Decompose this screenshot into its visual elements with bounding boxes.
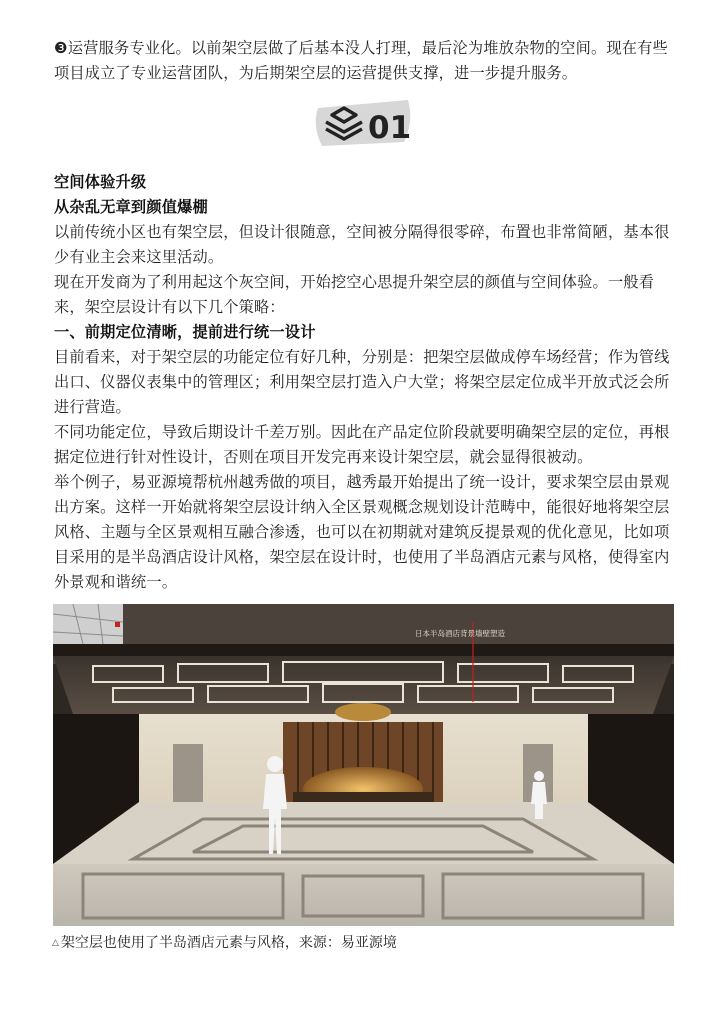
intro-paragraph bbox=[54, 36, 674, 86]
paragraph-5: 举个例子，易亚源境帮杭州越秀做的项目，越秀最开始提出了统一设计，要求架空层由景观出方案。这样一开始就将架空层设计纳入全区景观概念规划设计范畴中，能很好地将架空层风格、主题与全区景观相互融合渗透，也可以在初期就对建筑反提景观的优化意见，比如项目采用的是半岛酒店设计风格，架空层在设计时，也使用了半岛酒店元素与风格，使得室内外景观和谐统一。 bbox=[54, 473, 670, 591]
caption-triangle-icon: △ bbox=[52, 938, 59, 948]
architecture-render bbox=[53, 604, 674, 926]
section-number-badge bbox=[312, 98, 416, 148]
list-marker: ❸ bbox=[54, 39, 68, 57]
intro-text: 运营服务专业化。以前架空层做了后基本没人打理，最后沦为堆放杂物的空间。现在有些项目成立了专业运营团队，为后期架空层的运营提供支撑，进一步提升服务。 bbox=[54, 39, 668, 82]
paragraph-4: 不同功能定位，导致后期设计千差万别。因此在产品定位阶段就要明确架空层的定位，再根据定位进行针对性设计，否则在项目开发完再来设计架空层，就会显得很被动。 bbox=[54, 423, 670, 466]
paragraph-2: 现在开发商为了利用起这个灰空间，开始挖空心思提升架空层的颜值与空间体验。一般看来，架空层设计有以下几个策略： bbox=[54, 273, 655, 316]
caption-text: 架空层也使用了半岛酒店元素与风格，来源：易亚源境 bbox=[60, 935, 397, 951]
section-title: 空间体验升级 bbox=[54, 173, 147, 191]
paragraph-3: 目前看来，对于架空层的功能定位有好几种，分别是：把架空层做成停车场经营；作为管线出口、仪器仪表集中的管理区；利用架空层打造入户大堂；将架空层定位成半开放式泛会所进行营造。 bbox=[54, 348, 670, 416]
strategy-heading: 一、前期定位清晰，提前进行统一设计 bbox=[54, 323, 316, 341]
paragraph-1: 以前传统小区也有架空层，但设计很随意，空间被分隔得很零碎，布置也非常简陋，基本很少有业主会来这里活动。 bbox=[54, 223, 670, 266]
section-subtitle: 从杂乱无章到颜值爆棚 bbox=[54, 198, 208, 216]
section-number: 01 bbox=[368, 110, 412, 146]
figure-caption bbox=[52, 932, 397, 954]
lobby-render-drawing bbox=[53, 604, 674, 926]
render-annotation: 日本半岛酒店背景墙壁塑造 bbox=[415, 629, 505, 638]
